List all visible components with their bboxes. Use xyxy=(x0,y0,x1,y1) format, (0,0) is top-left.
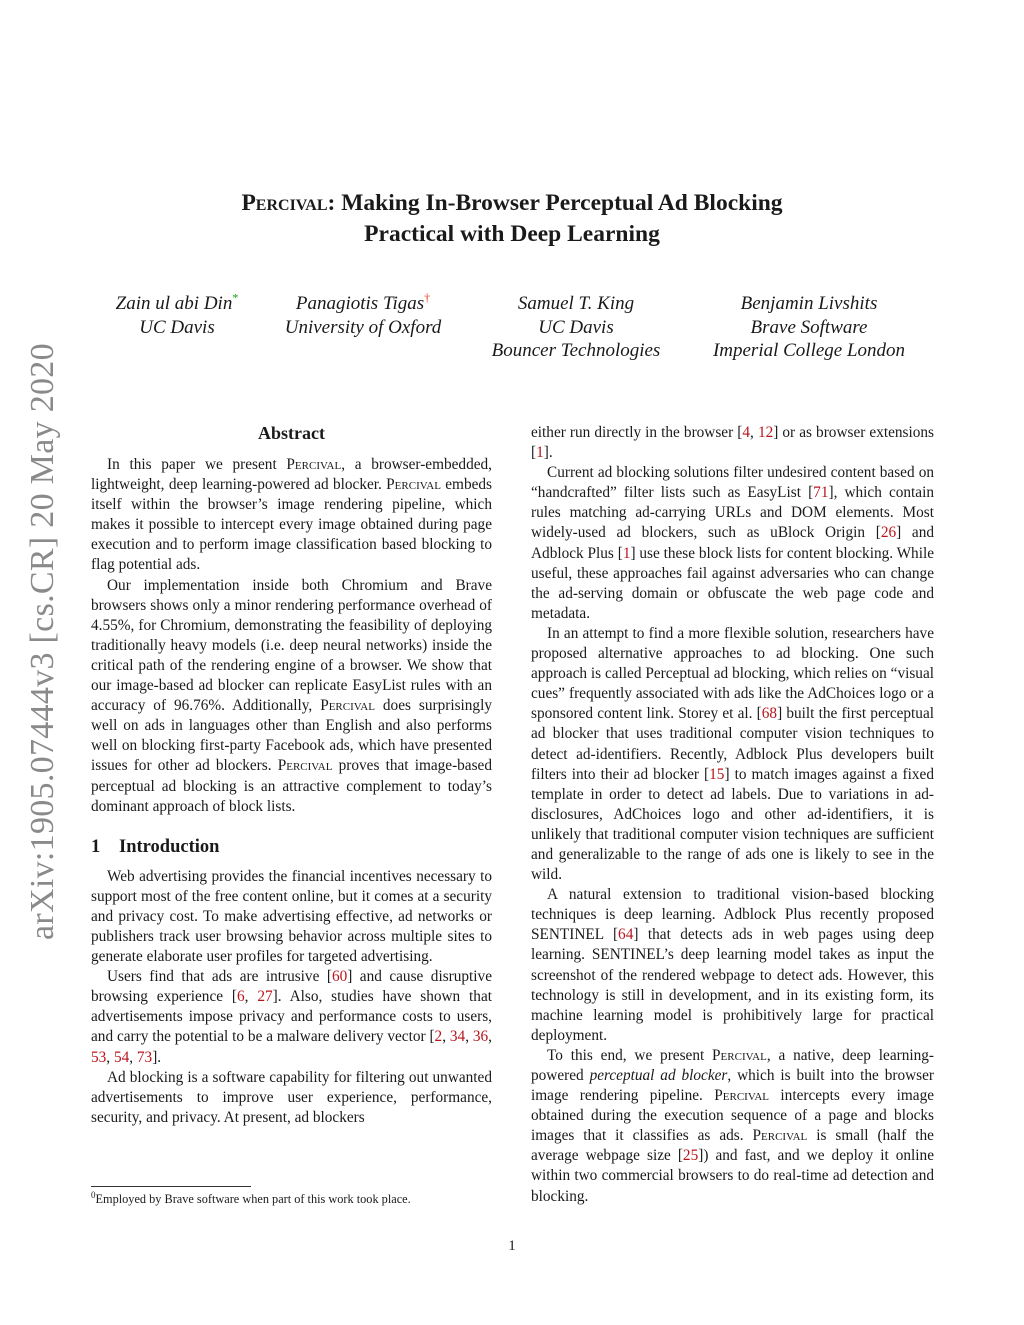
right-paragraph-4: To this end, we present Percival, a native, deep learning-powered perceptual ad blocker, which is built into the browser image rendering pipeline. Percival intercepts every image obtained during the execution sequence of a page and blocks images that it classifies as ads. Percival is small (half the average webpage size [25]) and fast, and we deploy it online within two commercial browsers to do real-time ad detection and blocking. xyxy=(531,1046,935,1205)
citation-link[interactable]: 6 xyxy=(237,988,245,1006)
author-name: Samuel T. King xyxy=(517,293,635,314)
citation-link[interactable]: 15 xyxy=(709,765,725,783)
title-system-name: Percival xyxy=(241,190,328,216)
author-mark: † xyxy=(424,290,431,305)
author-3 xyxy=(478,292,674,363)
left-column xyxy=(91,421,492,1128)
author-affiliation: Brave Software xyxy=(750,316,868,338)
footnote xyxy=(91,1191,411,1207)
author-name: Panagiotis Tigas xyxy=(295,293,425,314)
citation-link[interactable]: 34 xyxy=(449,1028,466,1046)
section-number: 1 xyxy=(91,836,101,857)
footnote-mark: 0 xyxy=(91,1189,96,1200)
author-4 xyxy=(700,292,918,363)
intro-paragraph-2: Users find that ads are intrusive [60] and cause disruptive browsing experience [6, 27]. Also, studies have shown that advertisements impose privacy and performance costs to users, and carry the potential to be a malware delivery vector [2, 34, 36, 53, 54, 73]. xyxy=(91,968,492,1066)
citation-link[interactable]: 27 xyxy=(257,988,273,1006)
intro-paragraph-3: Ad blocking is a software capability for filtering out unwanted advertisements to improve user experience, performance, security, and privacy. At present, ad blockers xyxy=(91,1068,492,1126)
author-block xyxy=(0,292,1024,372)
citation-link[interactable]: 1 xyxy=(536,444,544,462)
author-2 xyxy=(272,292,454,339)
author-affiliation: UC Davis xyxy=(538,316,614,338)
citation-link[interactable]: 4 xyxy=(742,424,751,441)
author-mark: * xyxy=(232,290,239,305)
section-heading-introduction xyxy=(91,835,492,859)
title-line-1 xyxy=(0,188,1024,219)
arxiv-identifier-stamp: arXiv:1905.07444v3 [cs.CR] 20 May 2020 xyxy=(24,343,61,940)
footnote-divider xyxy=(91,1186,251,1187)
citation-link[interactable]: 25 xyxy=(682,1147,699,1165)
section-title: Introduction xyxy=(119,836,220,857)
citation-link[interactable]: 64 xyxy=(618,926,634,944)
author-affiliation: University of Oxford xyxy=(284,316,442,338)
citation-link[interactable]: 2 xyxy=(434,1028,443,1046)
citation-link[interactable]: 68 xyxy=(761,705,778,723)
right-paragraph-2: In an attempt to find a more flexible solution, researchers have proposed alternative approaches to ad blocking. One such approach is called Perceptual ad blocking, which relies on “visual cues” frequently associated with ads like the AdChoices logo or a sponsored content link. Storey et al. [68] built the first perceptual ad blocker that uses traditional computer vision techniques to detect ad-identifiers. Recently, Adblock Plus developers built filters into their ad blocker [15] to match images against a fixed template in order to detect ad labels. Due to variations in ad-disclosures, AdChoices logo and other ad-identifiers, it is unlikely that traditional computer vision techniques are sufficient and generalizable to the range of ads one is likely to see in the wild. xyxy=(531,624,934,884)
abstract-paragraph-1: In this paper we present Percival, a browser-embedded, lightweight, deep learning-powered ad blocker. Percival embeds itself within the browser’s image rendering pipeline, which makes it possible to intercept every image obtained during page execution and to perform image classification based blocking to flag potential ads. xyxy=(91,456,492,574)
right-paragraph-1: Current ad blocking solutions filter undesired content based on “handcrafted” filter lists such as EasyList [71], which contain rules matching ad-carrying URLs and DOM elements. Most widely-used ad blockers, such as uBlock Origin [26] and Adblock Plus [1] use these block lists for content blocking. While useful, these approaches fail against adversaries who can change the ad-serving domain or obfuscate the web page code and metadata. xyxy=(531,464,934,622)
citation-link[interactable]: 1 xyxy=(622,544,631,562)
title-line-2: Practical with Deep Learning xyxy=(364,221,660,247)
citation-link[interactable]: 36 xyxy=(472,1028,489,1046)
author-name: Benjamin Livshits xyxy=(740,293,878,314)
citation-link[interactable]: 12 xyxy=(757,424,774,441)
author-1 xyxy=(99,292,255,339)
title-line-1-rest: : Making In-Browser Perceptual Ad Blocking xyxy=(327,190,783,216)
footnote-text: Employed by Brave software when part of this work took place. xyxy=(95,1192,411,1206)
citation-link[interactable]: 73 xyxy=(136,1048,153,1066)
citation-link[interactable]: 54 xyxy=(113,1048,130,1066)
citation-link[interactable]: 60 xyxy=(331,968,348,986)
right-paragraph-3: A natural extension to traditional vision-based blocking techniques is deep learning. Adblock Plus recently proposed SENTINEL [64] that detects ads in web pages using deep learning. SENTINEL’s deep learning model takes as input the screenshot of the rendered webpage to detect ads. However, this technology is still in development, and in its existing form, its machine learning model is prohibitively large for practical deployment. xyxy=(531,886,934,1044)
abstract-paragraph-2: Our implementation inside both Chromium and Brave browsers shows only a minor rendering performance overhead of 4.55%, for Chromium, demonstrating the feasibility of deploying traditionally heavy models (i.e. deep neural networks) inside the critical path of the rendering engine of a browser. We show that our image-based ad blocker can replicate EasyList rules with an accuracy of 96.76%. Additionally, Percival does surprisingly well on ads in languages other than English and also performs well on blocking first-party Facebook ads, which have presented issues for other ad blockers. Percival proves that image-based perceptual ad blocking is an attractive complement to today’s dominant approach of block lists. xyxy=(91,576,492,815)
citation-link[interactable]: 26 xyxy=(880,524,897,542)
author-affiliation-2: Bouncer Technologies xyxy=(491,340,661,361)
citation-link[interactable]: 53 xyxy=(91,1048,107,1066)
right-column xyxy=(531,423,934,1207)
citation-link[interactable]: 71 xyxy=(813,484,829,502)
author-affiliation-2: Imperial College London xyxy=(712,340,906,361)
abstract-heading: Abstract xyxy=(258,423,325,443)
right-paragraph-continuation: either run directly in the browser [4, 12] or as browser extensions [1]. xyxy=(531,424,934,462)
author-name: Zain ul abi Din xyxy=(115,293,233,314)
author-affiliation: UC Davis xyxy=(139,316,215,338)
page-number: 1 xyxy=(508,1238,516,1254)
intro-paragraph-1: Web advertising provides the financial incentives necessary to support most of the free content online, but it comes at a security and privacy cost. To make advertising effective, ad networks or publishers track user browsing behavior across multiple sites to generate elaborate user profiles for targeted advertising. xyxy=(91,867,492,966)
paper-title xyxy=(0,188,1024,250)
